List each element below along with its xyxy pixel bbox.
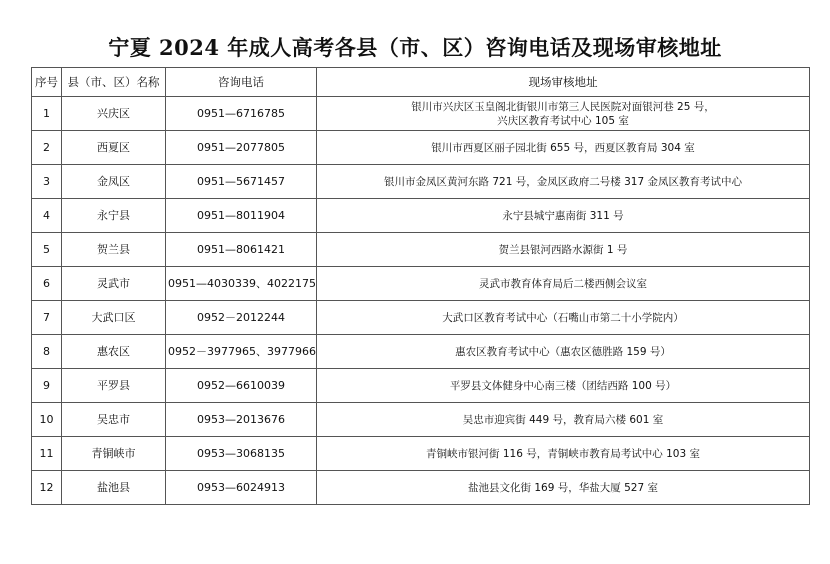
row-phone: 0953—2013676 [166, 403, 317, 437]
row-address [317, 199, 810, 233]
table-row [32, 97, 810, 131]
row-no: 5 [32, 233, 62, 267]
row-phone: 0951—6716785 [166, 97, 317, 131]
row-phone: 0951—4030339、4022175 [166, 267, 317, 301]
row-county: 大武口区 [62, 301, 166, 335]
row-phone: 0952—6610039 [166, 369, 317, 403]
row-address [317, 165, 810, 199]
row-phone: 0952－2012244 [166, 301, 317, 335]
row-no: 1 [32, 97, 62, 131]
address-line-1: 大武口区教育考试中心（石嘴山市第二十小学院内） [442, 311, 684, 324]
table-row [32, 165, 810, 199]
row-county: 惠农区 [62, 335, 166, 369]
row-county: 灵武市 [62, 267, 166, 301]
row-county: 平罗县 [62, 369, 166, 403]
row-phone: 0953—3068135 [166, 437, 317, 471]
row-no: 9 [32, 369, 62, 403]
table-row [32, 335, 810, 369]
address-line-1: 永宁县城宁惠南街 311 号 [502, 209, 624, 222]
table-header-row [32, 68, 810, 97]
table-row [32, 437, 810, 471]
row-address [317, 437, 810, 471]
row-address [317, 471, 810, 505]
row-county: 兴庆区 [62, 97, 166, 131]
table-row [32, 233, 810, 267]
row-no: 4 [32, 199, 62, 233]
table-row [32, 267, 810, 301]
row-phone: 0951—8061421 [166, 233, 317, 267]
address-line-1: 盐池县文化街 169 号，华盐大厦 527 室 [468, 481, 658, 494]
header-phone: 咨询电话 [166, 68, 317, 97]
table-row [32, 369, 810, 403]
row-no: 2 [32, 131, 62, 165]
row-no: 12 [32, 471, 62, 505]
row-county: 西夏区 [62, 131, 166, 165]
row-county: 贺兰县 [62, 233, 166, 267]
address-line-1: 银川市金凤区黄河东路 721 号，金凤区政府二号楼 317 金凤区教育考试中心 [384, 175, 742, 188]
row-phone: 0953—6024913 [166, 471, 317, 505]
address-line-1: 青铜峡市银河街 116 号，青铜峡市教育局考试中心 103 室 [426, 447, 700, 460]
row-no: 6 [32, 267, 62, 301]
table-row [32, 301, 810, 335]
row-county: 永宁县 [62, 199, 166, 233]
address-line-1: 吴忠市迎宾街 449 号，教育局六楼 601 室 [462, 413, 664, 426]
row-county: 青铜峡市 [62, 437, 166, 471]
row-address [317, 369, 810, 403]
header-no: 序号 [32, 68, 62, 97]
row-address [317, 403, 810, 437]
row-address [317, 267, 810, 301]
row-county: 金凤区 [62, 165, 166, 199]
row-county: 盐池县 [62, 471, 166, 505]
row-address [317, 97, 810, 131]
header-county: 县（市、区）名称 [62, 68, 166, 97]
row-no: 7 [32, 301, 62, 335]
row-phone: 0951—8011904 [166, 199, 317, 233]
row-phone: 0951—5671457 [166, 165, 317, 199]
table-row [32, 471, 810, 505]
table-row [32, 131, 810, 165]
address-line-1: 银川市兴庆区玉皇阁北街银川市第三人民医院对面银河巷 25 号， [411, 100, 715, 113]
row-phone: 0952－3977965、3977966 [166, 335, 317, 369]
address-line-2: 兴庆区教育考试中心 105 室 [497, 114, 629, 127]
row-no: 3 [32, 165, 62, 199]
row-address [317, 233, 810, 267]
address-line-1: 惠农区教育考试中心（惠农区德胜路 159 号） [455, 345, 671, 358]
table-row [32, 403, 810, 437]
table-row [32, 199, 810, 233]
address-line-1: 贺兰县银河西路水源街 1 号 [498, 243, 628, 256]
row-no: 8 [32, 335, 62, 369]
address-line-1: 平罗县文体健身中心南三楼（团结西路 100 号） [449, 379, 677, 392]
address-line-1: 灵武市教育体育局后二楼西侧会议室 [479, 277, 647, 290]
row-address [317, 301, 810, 335]
row-phone: 0951—2077805 [166, 131, 317, 165]
row-address [317, 335, 810, 369]
row-address [317, 131, 810, 165]
row-county: 吴忠市 [62, 403, 166, 437]
header-address: 现场审核地址 [317, 68, 810, 97]
page-title: 宁夏 2024 年成人高考各县（市、区）咨询电话及现场审核地址 [108, 35, 722, 60]
row-no: 11 [32, 437, 62, 471]
consultation-table [31, 67, 810, 505]
address-line-1: 银川市西夏区丽子园北街 655 号，西夏区教育局 304 室 [431, 141, 695, 154]
row-no: 10 [32, 403, 62, 437]
